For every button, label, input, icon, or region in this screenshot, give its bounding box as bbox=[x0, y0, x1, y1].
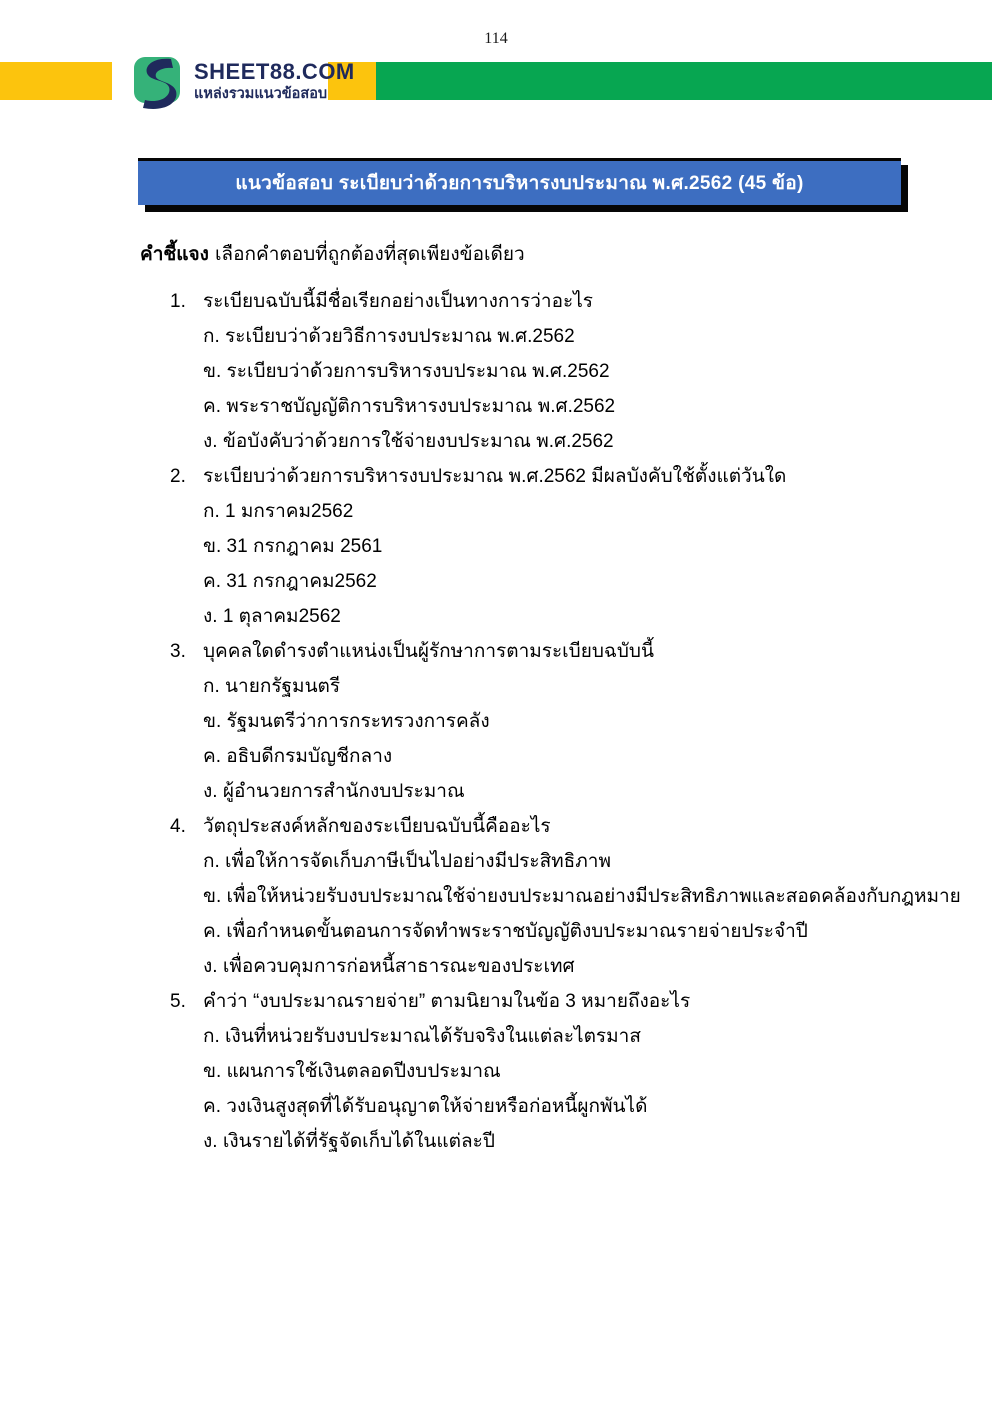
choice-a: ก. ระเบียบว่าด้วยวิธีการงบประมาณ พ.ศ.2562 bbox=[203, 326, 575, 347]
choice-a: ก. 1 มกราคม2562 bbox=[203, 501, 354, 522]
question-number: 2. bbox=[170, 466, 186, 487]
question-number: 1. bbox=[170, 291, 186, 312]
choice-d: ง. เงินรายได้ที่รัฐจัดเก็บได้ในแต่ละปี bbox=[203, 1131, 495, 1152]
question-line bbox=[170, 284, 960, 319]
question-number: 5. bbox=[170, 991, 186, 1012]
choice-c: ค. พระราชบัญญัติการบริหารงบประมาณ พ.ศ.2562 bbox=[203, 396, 616, 417]
exam-title-banner bbox=[138, 158, 901, 205]
choice-b: ข. ระเบียบว่าด้วยการบริหารงบประมาณ พ.ศ.2562 bbox=[203, 361, 610, 382]
header-bar-green bbox=[376, 62, 992, 100]
choice-c: ค. อธิบดีกรมบัญชีกลาง bbox=[203, 746, 393, 767]
choice-d: ง. เพื่อควบคุมการก่อหนี้สาธารณะของประเทศ bbox=[203, 956, 575, 977]
instruction-text: เลือกคำตอบที่ถูกต้องที่สุดเพียงข้อเดียว bbox=[214, 244, 525, 265]
question-text: บุคคลใดดำรงตำแหน่งเป็นผู้รักษาการตามระเบียบฉบับนี้ bbox=[203, 641, 654, 662]
question-text: ระเบียบว่าด้วยการบริหารงบประมาณ พ.ศ.2562 มีผลบังคับใช้ตั้งแต่วันใด bbox=[203, 466, 787, 487]
choice-b: ข. แผนการใช้เงินตลอดปีงบประมาณ bbox=[203, 1061, 501, 1082]
choice-b: ข. 31 กรกฎาคม 2561 bbox=[203, 536, 383, 557]
question-1 bbox=[170, 284, 960, 459]
page-number: 114 bbox=[484, 30, 508, 47]
choice-d: ง. ผู้อำนวยการสำนักงบประมาณ bbox=[203, 781, 465, 802]
sheet88-logo bbox=[133, 56, 355, 109]
choice-b: ข. รัฐมนตรีว่าการกระทรวงการคลัง bbox=[203, 711, 490, 732]
choice-a: ก. เงินที่หน่วยรับงบประมาณได้รับจริงในแต่ละไตรมาส bbox=[203, 1026, 641, 1047]
logo-subtitle: แหล่งรวมแนวข้อสอบ bbox=[194, 86, 328, 102]
instruction-line bbox=[140, 239, 525, 269]
question-line bbox=[170, 984, 960, 1019]
sheet88-logo-icon bbox=[133, 56, 186, 109]
question-line bbox=[170, 809, 960, 844]
question-3 bbox=[170, 634, 960, 809]
question-4 bbox=[170, 809, 960, 984]
instruction-label: คำชี้แจง bbox=[140, 244, 209, 265]
choice-d: ง. 1 ตุลาคม2562 bbox=[203, 606, 341, 627]
question-number: 3. bbox=[170, 641, 186, 662]
question-number: 4. bbox=[170, 816, 186, 837]
header-bar-yellow-left bbox=[0, 62, 112, 100]
logo-title: SHEET88.COM bbox=[194, 59, 355, 84]
question-text: ระเบียบฉบับนี้มีชื่อเรียกอย่างเป็นทางการว่าอะไร bbox=[203, 291, 593, 312]
choice-d: ง. ข้อบังคับว่าด้วยการใช้จ่ายงบประมาณ พ.ศ.2562 bbox=[203, 431, 614, 452]
choice-a: ก. นายกรัฐมนตรี bbox=[203, 676, 341, 697]
question-list bbox=[170, 284, 960, 1159]
question-line bbox=[170, 459, 960, 494]
choice-c: ค. เพื่อกำหนดขั้นตอนการจัดทำพระราชบัญญัติงบประมาณรายจ่ายประจำปี bbox=[203, 921, 808, 942]
logo-text-block bbox=[194, 56, 355, 104]
question-text: วัตถุประสงค์หลักของระเบียบฉบับนี้คืออะไร bbox=[203, 816, 551, 837]
choice-c: ค. 31 กรกฎาคม2562 bbox=[203, 571, 377, 592]
exam-title: แนวข้อสอบ ระเบียบว่าด้วยการบริหารงบประมาณ พ.ศ.2562 (45 ข้อ) bbox=[235, 173, 804, 194]
choice-b: ข. เพื่อให้หน่วยรับงบประมาณใช้จ่ายงบประมาณอย่างมีประสิทธิภาพและสอดคล้องกับกฎหมาย bbox=[203, 886, 961, 907]
choice-c: ค. วงเงินสูงสุดที่ได้รับอนุญาตให้จ่ายหรือก่อหนี้ผูกพันได้ bbox=[203, 1096, 648, 1117]
choice-a: ก. เพื่อให้การจัดเก็บภาษีเป็นไปอย่างมีประสิทธิภาพ bbox=[203, 851, 611, 872]
question-text: คำว่า “งบประมาณรายจ่าย” ตามนิยามในข้อ 3 หมายถึงอะไร bbox=[203, 991, 691, 1012]
question-5 bbox=[170, 984, 960, 1159]
question-line bbox=[170, 634, 960, 669]
question-2 bbox=[170, 459, 960, 634]
